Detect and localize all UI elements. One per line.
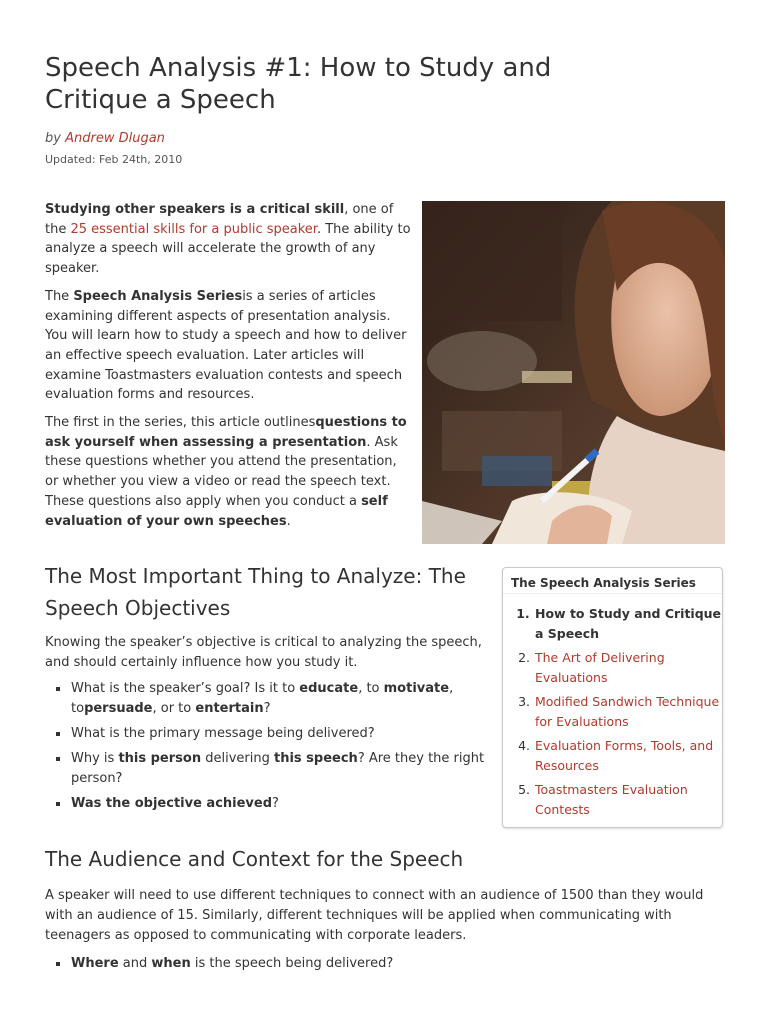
series-item-current: 1. How to Study and Critique a Speech (534, 604, 722, 644)
byline (45, 131, 165, 146)
intro-paragraph-2 (45, 287, 413, 405)
bold-text: entertain (195, 701, 264, 716)
text: . (286, 513, 291, 529)
list-item: What is the primary message being delivered? (71, 724, 490, 744)
bold-text: educate (299, 681, 359, 696)
list-item (71, 749, 490, 789)
article-photo (422, 201, 725, 544)
article-title: Speech Analysis #1: How to Study and Critique a Speech (45, 53, 552, 115)
list-item (71, 954, 735, 974)
section-heading: The Audience and Context for the Speech (45, 847, 464, 871)
intro (45, 200, 413, 539)
bold-text: persuade (84, 701, 153, 716)
text: The first in the series, this article outlines (45, 415, 316, 431)
list-item (71, 679, 490, 719)
updated-date: Updated: Feb 24th, 2010 (45, 153, 183, 166)
section-audience (45, 843, 735, 979)
series-link-evaluation-forms[interactable]: Evaluation Forms, Tools, and Resources (535, 738, 714, 773)
question-list (45, 954, 735, 974)
intro-paragraph-1 (45, 200, 413, 279)
text: delivering (201, 751, 274, 766)
series-item[interactable] (534, 692, 722, 732)
text: ? (272, 796, 279, 811)
author-link[interactable]: Andrew Dlugan (65, 131, 165, 146)
series-item[interactable] (534, 648, 722, 688)
series-list (503, 604, 722, 820)
question-list (45, 679, 490, 814)
text: What is the speaker’s goal? Is it to (71, 681, 300, 696)
series-item[interactable] (534, 736, 722, 776)
series-sidebar (502, 567, 723, 828)
text: ? Are they the right person? (71, 751, 485, 786)
series-link-sandwich-technique[interactable]: Modified Sandwich Technique for Evaluations (535, 694, 720, 729)
bold-text: this speech (273, 751, 358, 766)
series-item[interactable] (534, 780, 722, 820)
series-link-evaluation-contests[interactable]: Toastmasters Evaluation Contests (535, 782, 688, 817)
text: and (118, 956, 152, 971)
bold-text: motivate (383, 681, 450, 696)
sidebar-title: The Speech Analysis Series (503, 568, 722, 594)
section-objectives (45, 560, 490, 819)
section-heading: The Most Important Thing to Analyze: The Speech Objectives (45, 564, 466, 620)
bold-text: self evaluation of your own speeches (45, 493, 388, 529)
bold-text: this person (118, 751, 202, 766)
essential-skills-link[interactable]: 25 essential skills for a public speaker (70, 221, 317, 237)
list-item (71, 794, 490, 814)
bold-text: when (151, 956, 191, 971)
byline-prefix: by (45, 131, 61, 146)
text: , to (71, 681, 454, 716)
section-paragraph: Knowing the speaker’s objective is critical to analyzing the speech, and should certainly influence how you study it. (45, 635, 482, 670)
bold-text: Where (71, 956, 119, 971)
bold-text: questions to ask yourself when assessing a presentation (45, 415, 407, 450)
text: The (45, 288, 74, 304)
text: , or to (152, 701, 196, 716)
intro-paragraph-3 (45, 413, 413, 531)
section-paragraph: A speaker will need to use different techniques to connect with an audience of 1500 than they would with an audience of 15. Similarly, different techniques will be applied when communicating with teenagers as opposed to communicating with corporate leaders. (45, 888, 704, 943)
text: . Ask these questions whether you attend the presentation, or whether you view a video or read the speech text. These questions also apply when you conduct a (45, 434, 398, 509)
text: Why is (71, 751, 119, 766)
woman-writing-photo (422, 201, 725, 544)
bold-text: Was the objective achieved (71, 796, 273, 811)
text: . The ability to analyze a speech will accelerate the growth of any speaker. (45, 221, 411, 277)
bold-text: Studying other speakers is a critical skill (45, 202, 345, 217)
series-link-delivering-evaluations[interactable]: The Art of Delivering Evaluations (535, 650, 665, 685)
text: , one of the (45, 202, 394, 237)
text: is the speech being delivered? (190, 956, 394, 971)
text: is a series of articles examining different aspects of presentation analysis. You will learn how to study a speech and how to deliver an effective speech evaluation. Later articles will examine Toastmasters evaluation contests and speech evaluation forms and resources. (45, 288, 407, 403)
text: , to (358, 681, 384, 696)
bold-text: Speech Analysis Series (73, 288, 243, 304)
text: ? (263, 701, 271, 716)
